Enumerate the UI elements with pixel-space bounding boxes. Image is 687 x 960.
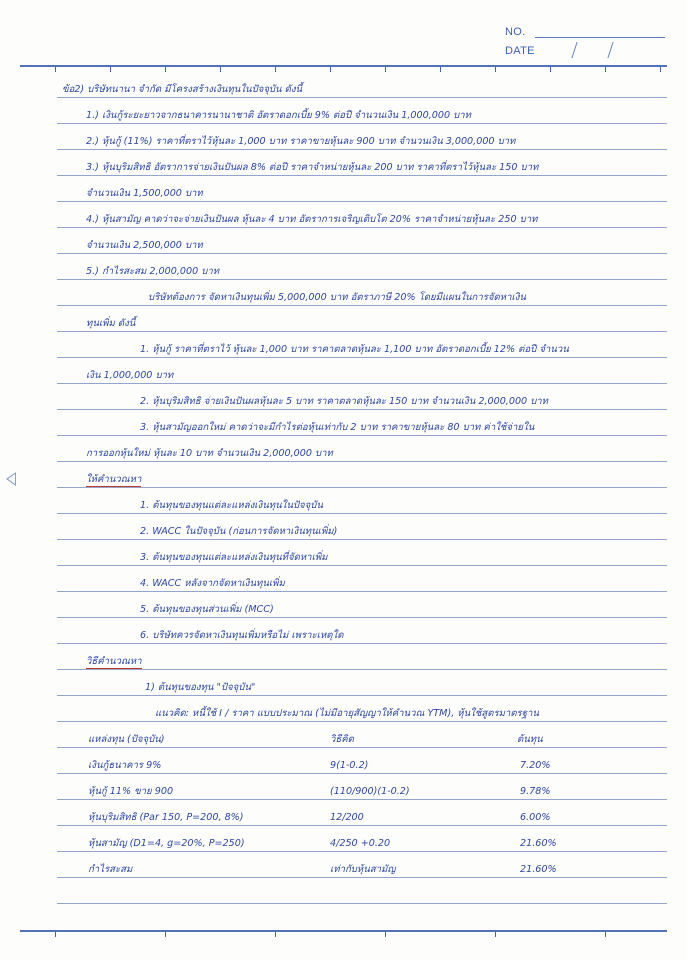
ruled-line: [57, 903, 667, 904]
date-label: DATE: [505, 45, 535, 57]
table-row-1-source: เงินกู้ธนาคาร 9%: [88, 760, 162, 771]
ruled-line: [57, 201, 667, 202]
new-source-3-cont: การออกหุ้นใหม่ หุ้นละ 10 บาท จำนวนเงิน 2,000,000 บาท: [86, 448, 333, 459]
financing-intro-cont: ทุนเพิ่ม ดังนี้: [86, 318, 136, 329]
no-label: NO.: [505, 26, 526, 38]
ruled-line: [57, 97, 667, 98]
table-row-2-cost: 9.78%: [520, 786, 551, 797]
question-item-4: 4.) หุ้นสามัญ คาดว่าจะจ่ายเงินปันผล หุ้นละ 4 บาท อัตราการเจริญเติบโต 20% ราคาจำหน่ายหุ้นละ 250 บาท: [86, 214, 538, 225]
new-source-1: 1. หุ้นกู้ ราคาที่ตราไว้ หุ้นละ 1,000 บาท ราคาตลาดหุ้นละ 1,100 บาท อัตราดอกเบี้ย 12% ต่อปี จำนวน: [140, 344, 569, 355]
ruled-line: [57, 565, 667, 566]
rule-tick: [165, 932, 166, 937]
ruled-line: [57, 175, 667, 176]
task-6: 6. บริษัทควรจัดหาเงินทุนเพิ่มหรือไม่ เพราะเหตุใด: [140, 630, 344, 641]
rule-tick: [165, 67, 166, 72]
task-4: 4. WACC หลังจากจัดหาเงินทุนเพิ่ม: [140, 578, 285, 589]
task-5: 5. ต้นทุนของทุนส่วนเพิ่ม (MCC): [140, 604, 274, 615]
ruled-line: [57, 383, 667, 384]
rule-tick: [385, 67, 386, 72]
table-header-source: แหล่งทุน (ปัจจุบัน): [88, 734, 165, 745]
ruled-line: [57, 487, 667, 488]
table-row-5-cost: 21.60%: [520, 864, 557, 875]
ruled-line: [57, 773, 667, 774]
rule-tick: [55, 932, 56, 937]
ruled-line: [57, 305, 667, 306]
rule-tick: [110, 67, 111, 72]
rule-tick: [440, 67, 441, 72]
rule-tick: [660, 67, 661, 72]
date-slash-1: [571, 42, 577, 58]
table-row-3-method: 12/200: [330, 812, 364, 823]
ruled-line: [57, 747, 667, 748]
question-item-3-cont: จำนวนเงิน 1,500,000 บาท: [86, 188, 203, 199]
question-item-5: 5.) กำไรสะสม 2,000,000 บาท: [86, 266, 220, 277]
rule-tick: [275, 932, 276, 937]
question-item-1: 1.) เงินกู้ระยะยาวจากธนาคารนานาชาติ อัตราดอกเบี้ย 9% ต่อปี จำนวนเงิน 1,000,000 บาท: [86, 110, 471, 121]
ruled-line: [57, 331, 667, 332]
ruled-line: [57, 539, 667, 540]
top-rule: [20, 65, 667, 67]
table-row-4-source: หุ้นสามัญ (D1=4, g=20%, P=250): [88, 838, 245, 849]
ruled-line: [57, 149, 667, 150]
question-item-4-cont: จำนวนเงิน 2,500,000 บาท: [86, 240, 203, 251]
table-row-5-source: กำไรสะสม: [88, 864, 133, 875]
ruled-line: [57, 357, 667, 358]
new-source-1-cont: เงิน 1,000,000 บาท: [86, 370, 174, 381]
rule-tick: [605, 932, 606, 937]
solution-approach: แนวคิด: หนี้ใช้ I / ราคา แบบประมาณ (ไม่มีอายุสัญญาให้คำนวณ YTM), หุ้นใช้สูตรมาตรฐาน: [155, 708, 539, 719]
ruled-line: [57, 877, 667, 878]
ruled-line: [57, 409, 667, 410]
table-row-5-method: เท่ากับหุ้นสามัญ: [330, 864, 396, 875]
ruled-line: [57, 721, 667, 722]
ruled-line: [57, 825, 667, 826]
financing-intro: บริษัทต้องการ จัดหาเงินทุนเพิ่ม 5,000,000 บาท อัตราภาษี 20% โดยมีแผนในการจัดหาเงิน: [148, 292, 526, 303]
rule-tick: [605, 67, 606, 72]
rule-tick: [495, 932, 496, 937]
new-source-2: 2. หุ้นบุริมสิทธิ จ่ายเงินปันผลหุ้นละ 5 บาท ราคาตลาดหุ้นละ 150 บาท จำนวนเงิน 2,000,000 บาท: [140, 396, 549, 407]
solution-heading: วิธีคำนวณหา: [86, 656, 142, 667]
ruled-line: [57, 435, 667, 436]
rule-tick: [385, 932, 386, 937]
ruled-line: [57, 591, 667, 592]
ruled-line: [57, 513, 667, 514]
ruled-line: [57, 851, 667, 852]
ruled-line: [57, 253, 667, 254]
ruled-line: [57, 617, 667, 618]
bottom-rule: [20, 930, 667, 932]
rule-tick: [495, 67, 496, 72]
task-2: 2. WACC ในปัจจุบัน (ก่อนการจัดหาเงินทุนเพิ่ม): [140, 526, 338, 537]
ruled-line: [57, 643, 667, 644]
rule-tick: [220, 67, 221, 72]
table-row-3-cost: 6.00%: [520, 812, 551, 823]
ruled-line: [57, 695, 667, 696]
table-header-method: วิธีคิด: [330, 734, 354, 745]
solution-step-1-title: 1) ต้นทุนของทุน "ปัจจุบัน": [145, 682, 256, 693]
question-item-2: 2.) หุ้นกู้ (11%) ราคาที่ตราไว้หุ้นละ 1,000 บาท ราคาขายหุ้นละ 900 บาท จำนวนเงิน 3,000,000 บาท: [86, 136, 516, 147]
ruled-line: [57, 669, 667, 670]
task-3: 3. ต้นทุนของทุนแต่ละแหล่งเงินทุนที่จัดหาเพิ่ม: [140, 552, 328, 563]
question-title: ข้อ2) บริษัทนานา จำกัด มีโครงสร้างเงินทุนในปัจจุบัน ดังนี้: [62, 84, 303, 95]
table-row-4-method: 4/250 +0.20: [330, 838, 391, 849]
table-row-2-method: (110/900)(1-0.2): [330, 786, 410, 797]
rule-tick: [550, 67, 551, 72]
ruled-line: [57, 279, 667, 280]
instruction-heading: ให้คำนวณหา: [86, 474, 142, 485]
rule-tick: [55, 67, 56, 72]
ruled-line: [57, 123, 667, 124]
date-slash-2: [607, 42, 613, 58]
table-row-4-cost: 21.60%: [520, 838, 557, 849]
rule-tick: [330, 67, 331, 72]
table-row-1-cost: 7.20%: [520, 760, 551, 771]
ruled-line: [57, 799, 667, 800]
task-1: 1. ต้นทุนของทุนแต่ละแหล่งเงินทุนในปัจจุบัน: [140, 500, 323, 511]
table-header-cost: ต้นทุน: [517, 734, 543, 745]
ruled-line: [57, 227, 667, 228]
table-row-1-method: 9(1-0.2): [330, 760, 369, 771]
table-row-2-source: หุ้นกู้ 11% ขาย 900: [88, 786, 174, 797]
table-row-3-source: หุ้นบุริมสิทธิ (Par 150, P=200, 8%): [88, 812, 244, 823]
rule-tick: [275, 67, 276, 72]
margin-arrow-icon: [6, 472, 16, 486]
new-source-3: 3. หุ้นสามัญออกใหม่ คาดว่าจะมีกำไรต่อหุ้นเท่ากับ 2 บาท ราคาขายหุ้นละ 80 บาท ค่าใช้จ่ายใน: [140, 422, 535, 433]
ruled-line: [57, 461, 667, 462]
question-item-3: 3.) หุ้นบุริมสิทธิ อัตราการจ่ายเงินปันผล 8% ต่อปี ราคาจำหน่ายหุ้นละ 200 บาท ราคาที่ตราไว้หุ้นละ 150 บาท: [86, 162, 539, 173]
no-field-line: [535, 37, 665, 38]
